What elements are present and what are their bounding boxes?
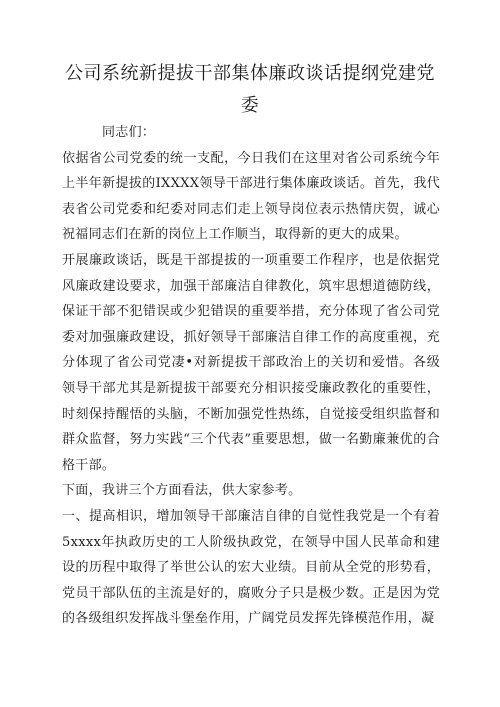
document-title: 公司系统新提拔干部集体廉政谈话提纲党建党委 xyxy=(65,63,435,116)
paragraph-4: 一、提高相识，增加领导干部廉洁自律的自觉性我党是一个有着5xxxx年执政历史的工人阶级执政党，在领导中国人民革命和建设的历程中取得了举世公认的宏大业绩。目前从全党的形势看，党员干部队伍的主流是好的，腐败分子只是极少数。正是因为党的各级组织发挥战斗堡垒作用，广阔党员发挥先锋模范作用，凝 xyxy=(62,508,440,627)
paragraph-2: 开展廉政谈话，既是干部提拔的一项重要工作程序，也是依据党风廉政建设要求，加强干部廉洁自律教化，筑牢思想道德防线，保证干部不犯错误或少犯错误的重要举措，充分体现了省公司党委对加强廉政建设，抓好领导干部廉洁自律工作的高度重视，充分体现了省公司党凄•对新提拔干部政治上的关切和爱惜。各级领导干部尤其是新提拔干部要充分相识接受廉政教化的重要性，时刻保持醒悟的头脑，不断加强党性热练，自觉接受组织监督和群众监督，努力实践“三个代表”重要思想，做一名勤廉兼优的合格干部。 xyxy=(62,252,440,473)
paragraph-1: 依据省公司党委的统一支配，今日我们在这里对省公司系统今年上半年新提拔的IXXXX领导干部进行集体廉政谈话。首先，我代表省公司党委和纪委对同志们走上领导岗位表示热情庆贺，诚心祝福同志们在新的岗位上工作顺当，取得新的更大的成果。 xyxy=(62,150,440,243)
salutation: 同志们： xyxy=(102,125,156,140)
document-body xyxy=(62,120,440,632)
paragraph-3: 下面，我讲三个方面看法，供大家参考。 xyxy=(62,483,302,499)
